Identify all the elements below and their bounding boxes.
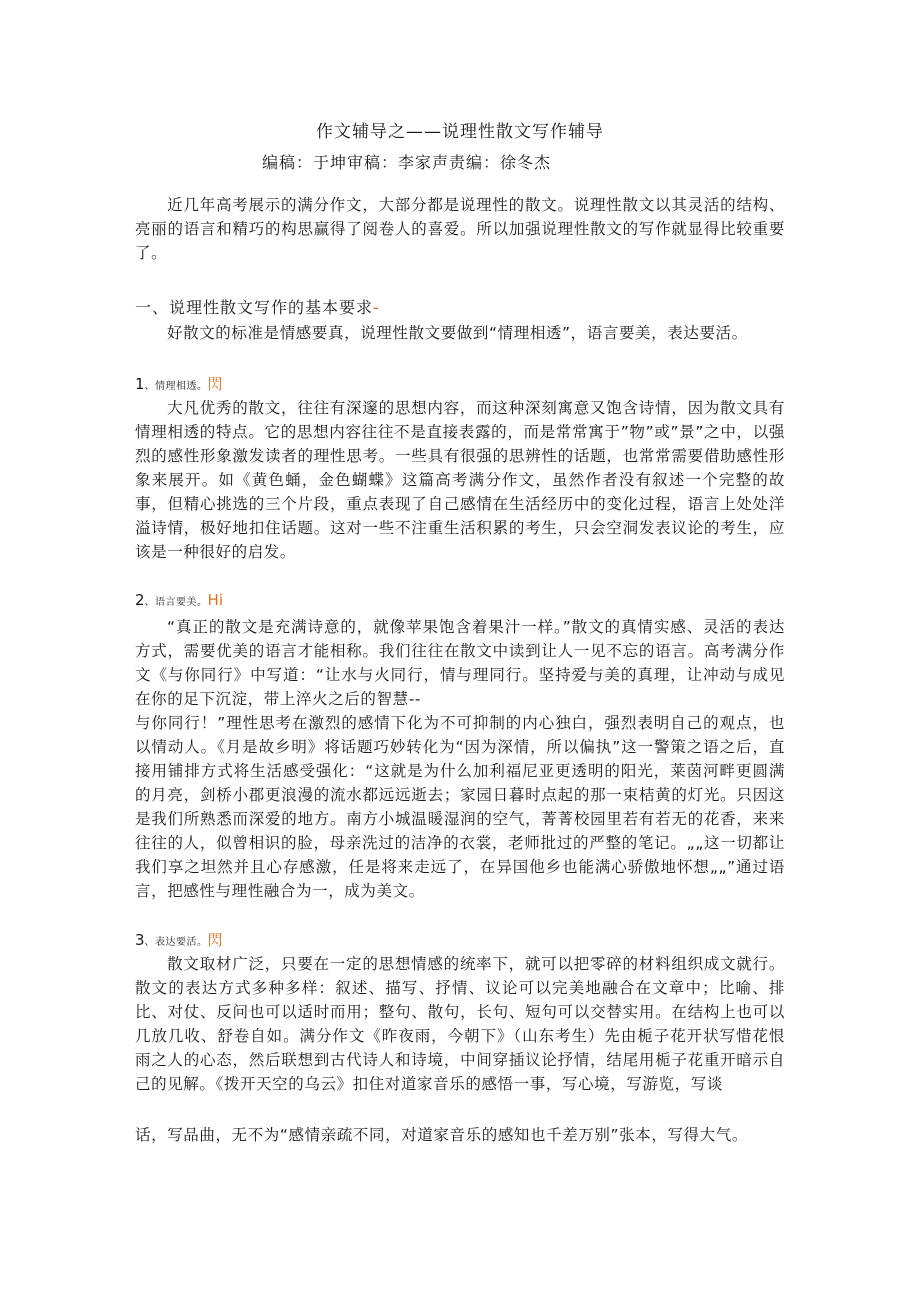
- intro-text: 近几年高考展示的满分作文，大部分都是说理性的散文。说理性散文以其灵活的结构、亮丽的语言和精巧的构思赢得了阅卷人的喜爱。所以加强说理性散文的写作就显得比较重要了。: [135, 196, 785, 262]
- subheading-3-num: 3: [135, 931, 145, 949]
- byline: 编稿：于坤审稿：李家声责编：徐冬杰: [262, 153, 552, 172]
- paragraph-2a: [135, 615, 785, 711]
- paragraph-2b-text: 与你同行！”理性思考在激烈的感情下化为不可抑制的内心独白，强烈表明自己的观点，也以情动人。《月是故乡明》将话题巧妙转化为“因为深情，所以偏执”这一警策之语之后，直接用铺排方式将生活感受强化：“这就是为什么加利福尼亚更透明的阳光，莱茵河畔更圆满的月亮，剑桥小郡更浪漫的流水都远远逝去；家园日暮时点起的那一束桔黄的灯光。只因这是我们所熟悉而深爱的地方。南方小城温暖湿润的空气，菁菁校园里若有若无的花香，来来往往的人，似曾相识的脸，母亲洗过的洁净的衣裳，老师批过的严整的笔记。„„这一切都让我们享之坦然并且心存感激，任是将来走远了，在异国他乡也能满心骄傲地怀想„„”通过语言，把感性与理性融合为一，成为美文。: [135, 714, 785, 900]
- paragraph-2b: [135, 711, 785, 903]
- section-summary-text: 好散文的标准是情感要真，说理性散文要做到“情理相透”，语言要美，表达要活。: [167, 324, 748, 342]
- document-title: 作文辅导之——说理性散文写作辅导: [316, 122, 604, 142]
- paragraph-3a-text: 散文取材广泛，只要在一定的思想情感的统率下，就可以把零碎的材料组织成文就行。散文的表达方式多种多样：叙述、描写、抒情、议论可以完美地融合在文章中；比喻、排比、对仗、反问也可以适时而用；整句、散句，长句、短句可以交替实用。在结构上也可以几放几收、舒卷自如。满分作文《昨夜雨，今朝下》（山东考生）先由栀子花开状写惜花恨雨之人的心态，然后联想到古代诗人和诗境，中间穿插议论抒情，结尾用栀子花重开暗示自己的见解。《拨开天空的乌云》扣住对道家音乐的感悟一事，写心境，写游览，写谈: [135, 955, 785, 1093]
- subheading-1-num: 1: [135, 375, 145, 393]
- section-heading-mark: -: [373, 298, 380, 317]
- subheading-3-label: 、表达要活。: [144, 937, 208, 948]
- paragraph-3b: [135, 1123, 785, 1147]
- subheading-3-mark: 閃: [207, 931, 223, 949]
- subheading-1: [135, 373, 223, 394]
- subheading-2: [135, 591, 223, 609]
- subheading-2-mark: Hi: [207, 591, 223, 609]
- paragraph-3a: [135, 952, 785, 1096]
- subheading-2-label: 、语言要美。: [144, 597, 208, 608]
- paragraph-2a-text: “真正的散文是充满诗意的，就像苹果饱含着果汁一样。”散文的真情实感、灵活的表达方式，需要优美的语言才能相称。我们往往在散文中读到让人一见不忘的语言。高考满分作文《与你同行》中写道：“让水与火同行，情与理同行。坚持爱与美的真理，让冲动与成见在你的足下沉淀，带上淬火之后的智慧--: [135, 618, 785, 708]
- intro-paragraph: [135, 193, 785, 265]
- subheading-2-num: 2: [135, 591, 145, 609]
- paragraph-1: [135, 396, 785, 564]
- section-heading-text: 一、说理性散文写作的基本要求: [135, 298, 374, 317]
- subheading-1-mark: 閃: [207, 375, 223, 393]
- paragraph-1-text: 大凡优秀的散文，往往有深邃的思想内容，而这种深刻寓意又饱含诗情，因为散文具有情理相透的特点。它的思想内容往往不是直接表露的，而是常常寓于”物”或”景”之中，以强烈的感性形象激发读者的理性思考。一些具有很强的思辨性的话题，也常常需要借助感性形象来展开。如《黄色蛹，金色蝴蝶》这篇高考满分作文，虽然作者没有叙述一个完整的故事，但精心挑选的三个片段，重点表现了自己感情在生活经历中的变化过程，语言上处处洋溢诗情，极好地扣住话题。这对一些不注重生活积累的考生，只会空洞发表议论的考生，应该是一种很好的启发。: [135, 399, 785, 561]
- paragraph-3b-text: 话，写品曲，无不为“感情亲疏不同，对道家音乐的感知也千差万别”张本，写得大气。: [135, 1126, 748, 1144]
- section-summary: [135, 321, 785, 345]
- section-heading: [135, 295, 380, 318]
- subheading-3: [135, 929, 223, 950]
- subheading-1-label: 、情理相透。: [144, 381, 208, 392]
